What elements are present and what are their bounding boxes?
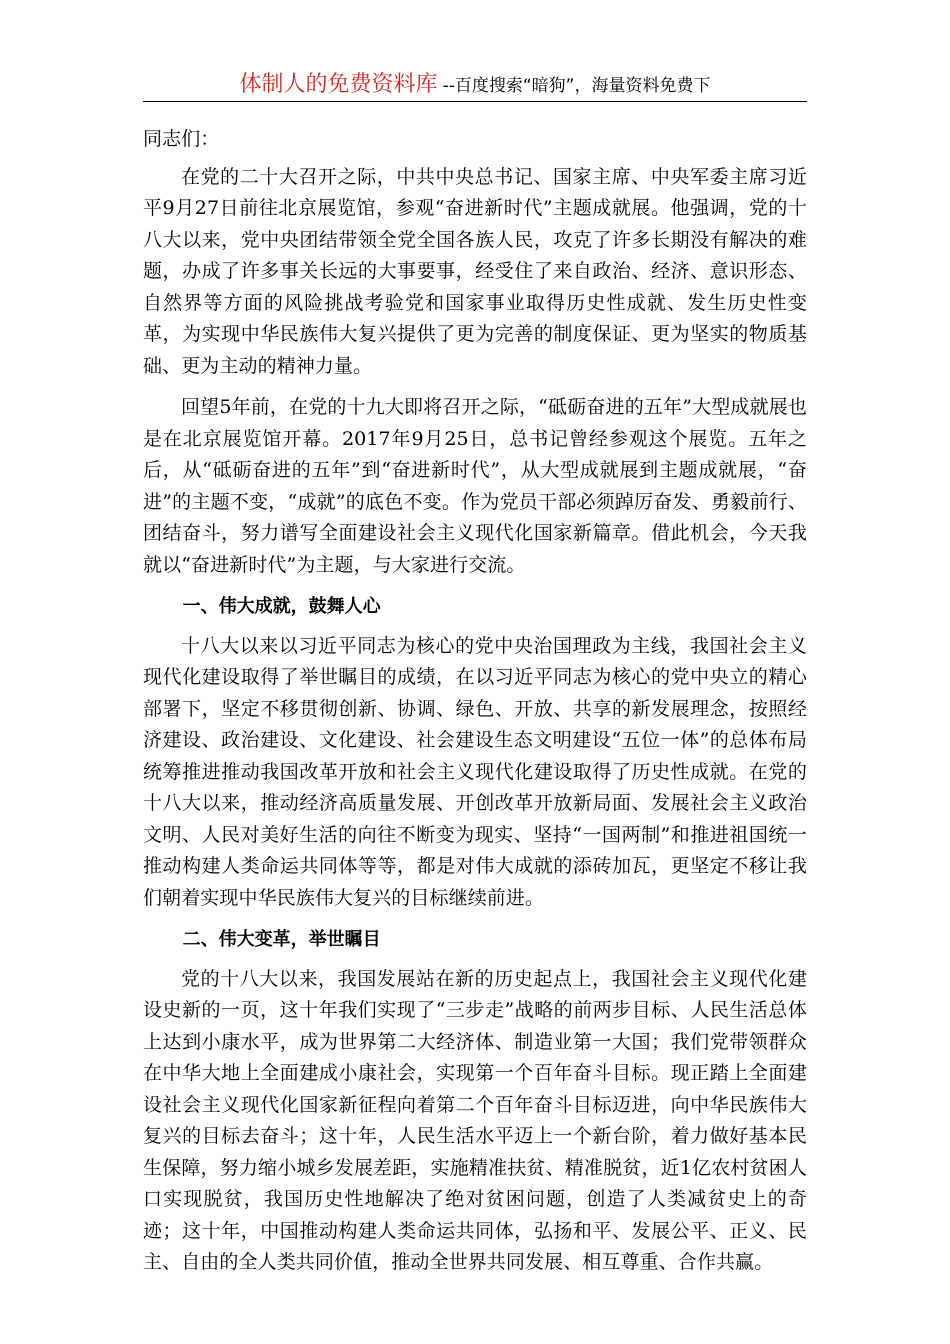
section-1-heading: 一、伟大成就，鼓舞人心 <box>182 596 381 617</box>
section-2-paragraph: 党的十八大以来，我国发展站在新的历史起点上，我国社会主义现代化建设史新的一页，这十年我们实现了“三步走”战略的前两步目标、人民生活总体上达到小康水平，成为世界第二大经济体、制造业第一大国；我们党带领群众在中华大地上全面建成小康社会，实现第一个百年奋斗目标。现正踏上全面建设社会主义现代化国家新征程向着第二个百年奋斗目标迈进，向中华民族伟大复兴的目标去奋斗；这十年，人民生活水平迈上一个新台阶，着力做好基本民生保障，努力缩小城乡发展差距，实施精准扶贫、精准脱贫，近1亿农村贫困人口实现脱贫，我国历史性地解决了绝对贫困问题，创造了人类减贫史上的奇迹；这十年，中国推动构建人类命运共同体，弘扬和平、发展公平、正义、民主、自由的全人类共同价值，推动全世界共同发展、相互尊重、合作共赢。 <box>143 967 807 1273</box>
header-divider <box>143 101 807 102</box>
section-1-paragraph: 十八大以来以习近平同志为核心的党中央治国理政为主线，我国社会主义现代化建设取得了举世瞩目的成绩，在以习近平同志为核心的党中央立的精心部署下，坚定不移贯彻创新、协调、绿色、开放、共享的新发展理念，按照经济建设、政治建设、文化建设、社会建设生态文明建设“五位一体”的总体布局统筹推进推动我国改革开放和社会主义现代化建设取得了历史性成就。在党的十八大以来，推动经济高质量发展、开创改革开放新局面、发展社会主义政治文明、人民对美好生活的向往不断变为现实、坚持“一国两制”和推进祖国统一推动构建人类命运共同体等等，都是对伟大成就的添砖加瓦，更坚定不移让我们朝着实现中华民族伟大复兴的目标继续前进。 <box>143 634 807 909</box>
salutation: 同志们： <box>143 128 220 150</box>
document-body <box>143 124 807 1289</box>
header-brand: 体制人的免费资料库 <box>239 72 438 97</box>
page-header <box>143 70 807 100</box>
intro-paragraph-1: 在党的二十大召开之际，中共中央总书记、国家主席、中央军委主席习近平9月27日前往北京展览馆，参观“奋进新时代”主题成就展。他强调，党的十八大以来，党中央团结带领全党全国各族人民，攻克了许多长期没有解决的难题，办成了许多事关长远的大事要事，经受住了来自政治、经济、意识形态、自然界等方面的风险挑战考验党和国家事业取得历史性成就、发生历史性变革，为实现中华民族伟大复兴提供了更为完善的制度保证、更为坚实的物质基础、更为主动的精神力量。 <box>143 165 807 377</box>
section-2-heading: 二、伟大变革，举世瞩目 <box>182 929 381 950</box>
intro-paragraph-2: 回望5年前，在党的十九大即将召开之际，“砥砺奋进的五年”大型成就展也是在北京展览馆开幕。2017年9月25日，总书记曾经参观这个展览。五年之后，从“砥砺奋进的五年”到“奋进新时代”，从大型成就展到主题成就展，“奋进”的主题不变，“成就”的底色不变。作为党员干部必须踔厉奋发、勇毅前行、团结奋斗，努力谱写全面建设社会主义现代化国家新篇章。借此机会，今天我就以“奋进新时代”为主题，与大家进行交流。 <box>143 396 807 576</box>
header-slogan: --百度搜索“暗狗”，海量资料免费下 <box>442 76 711 96</box>
